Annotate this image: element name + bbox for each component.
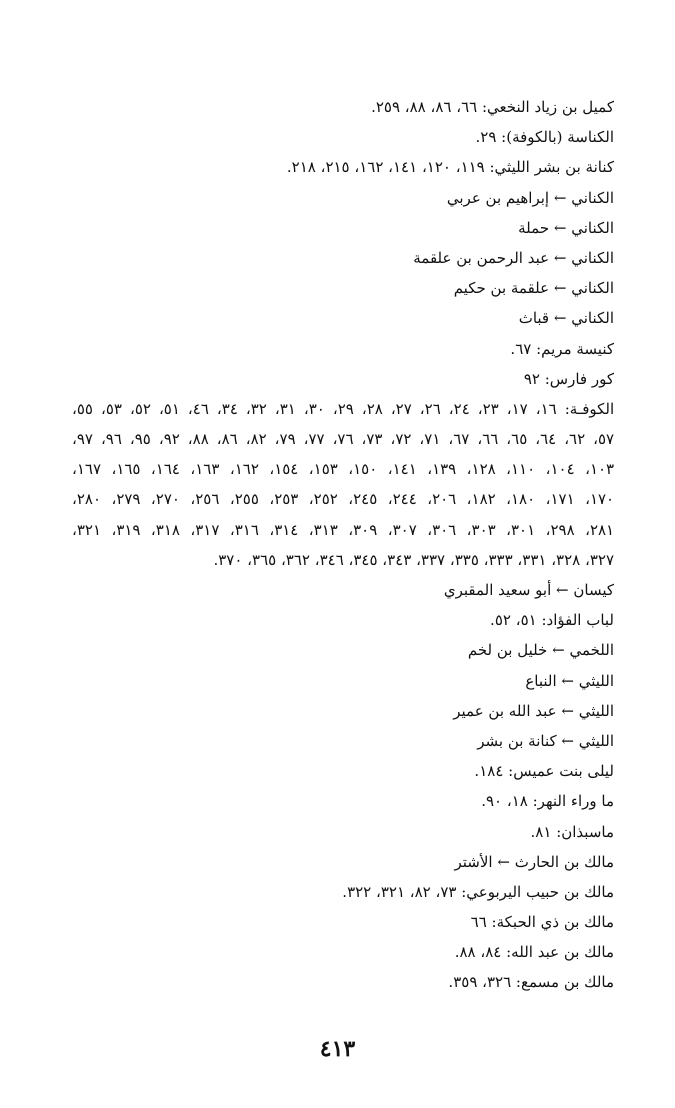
kufa-line: ٣٢٧، ٣٢٨، ٣٣١، ٣٣٣، ٣٣٥، ٣٣٧، ٣٤٣، ٣٤٥، ٣٤٦، ٣٦٢، ٣٦٥، ٣٧٠. — [213, 550, 614, 569]
kufa-line: ١٠٣، ١٠٤، ١١٠، ١٢٨، ١٣٩، ١٤١، ١٥٠، ١٥٣، ١٥٤، ١٦٢، ١٦٣، ١٦٤، ١٦٥، ١٦٧، — [72, 460, 614, 479]
index-entry: الليثي ← عبد الله بن عمير — [453, 701, 614, 720]
kufa-line: ١٧٠، ١٧١، ١٨٠، ١٨٢، ٢٠٦، ٢٤٤، ٢٤٥، ٢٥٢، ٢٥٣، ٢٥٥، ٢٥٦، ٢٧٠، ٢٧٩، ٢٨٠، — [72, 490, 614, 509]
index-entry: الكناني ← حملة — [518, 218, 614, 237]
index-entry: الكناني ← إبراهيم بن عربي — [446, 188, 614, 207]
index-entry: ما وراء النهر: ١٨، ٩٠. — [481, 792, 614, 811]
index-entry: الكناني ← عبد الرحمن بن علقمة — [413, 248, 614, 267]
index-entry: لباب الفؤاد: ٥١، ٥٢. — [490, 611, 614, 630]
index-entry: مالك بن مسمع: ٣٢٦، ٣٥٩. — [448, 973, 614, 992]
index-entry: مالك بن عبد الله: ٨٤، ٨٨. — [454, 943, 614, 962]
index-entry: كميل بن زياد النخعي: ٦٦، ٨٦، ٨٨، ٢٥٩. — [371, 98, 614, 116]
index-entry: مالك بن الحارث ← الأشتر — [454, 852, 614, 871]
index-entry: مالك بن ذي الحبكة: ٦٦ — [470, 913, 614, 932]
kufa-entry — [72, 394, 614, 575]
kufa-line: ٢٨١، ٢٩٨، ٣٠١، ٣٠٣، ٣٠٦، ٣٠٧، ٣٠٩، ٣١٣، ٣١٤، ٣١٦، ٣١٧، ٣١٨، ٣١٩، ٣٢١، — [72, 520, 614, 539]
index-entry: كيسان ← أبو سعيد المقبري — [443, 581, 614, 599]
index-entry: ليلى بنت عميس: ١٨٤. — [474, 762, 614, 781]
index-entry: مالك بن حبيب اليربوعي: ٧٣، ٨٢، ٣٢١، ٣٢٢. — [342, 882, 614, 901]
index-page — [72, 92, 614, 998]
index-entry: الليثي ← النباع — [525, 671, 614, 690]
kufa-line: الكوفـة: ١٦، ١٧، ٢٣، ٢٤، ٢٦، ٢٧، ٢٨، ٢٩، ٣٠، ٣١، ٣٢، ٣٤، ٤٦، ٥١، ٥٢، ٥٣، ٥٥، — [72, 399, 614, 418]
index-entry: كنيسة مريم: ٦٧. — [510, 339, 614, 358]
index-entry: الليثي ← كنانة بن بشر — [477, 731, 614, 750]
index-entry: اللخمي ← خليل بن لخم — [467, 641, 614, 660]
index-entry: الكناني ← علقمة بن حكيم — [453, 279, 614, 298]
kufa-line: ٥٧، ٦٢، ٦٤، ٦٥، ٦٦، ٦٧، ٧١، ٧٢، ٧٣، ٧٦، ٧٧، ٧٩، ٨٢، ٨٦، ٨٨، ٩٢، ٩٥، ٩٦، ٩٧، — [72, 430, 614, 449]
index-entry: ماسبذان: ٨١. — [530, 822, 614, 841]
index-entry: الكناسة (بالكوفة): ٢٩. — [475, 128, 614, 147]
index-entry: كنانة بن بشر الليثي: ١١٩، ١٢٠، ١٤١، ١٦٢، ٢١٥، ٢١٨. — [286, 158, 614, 177]
page-number: ٤١٣ — [319, 1036, 356, 1062]
index-entry: كور فارس: ٩٢ — [523, 369, 614, 388]
index-entry: الكناني ← قباث — [518, 309, 614, 328]
